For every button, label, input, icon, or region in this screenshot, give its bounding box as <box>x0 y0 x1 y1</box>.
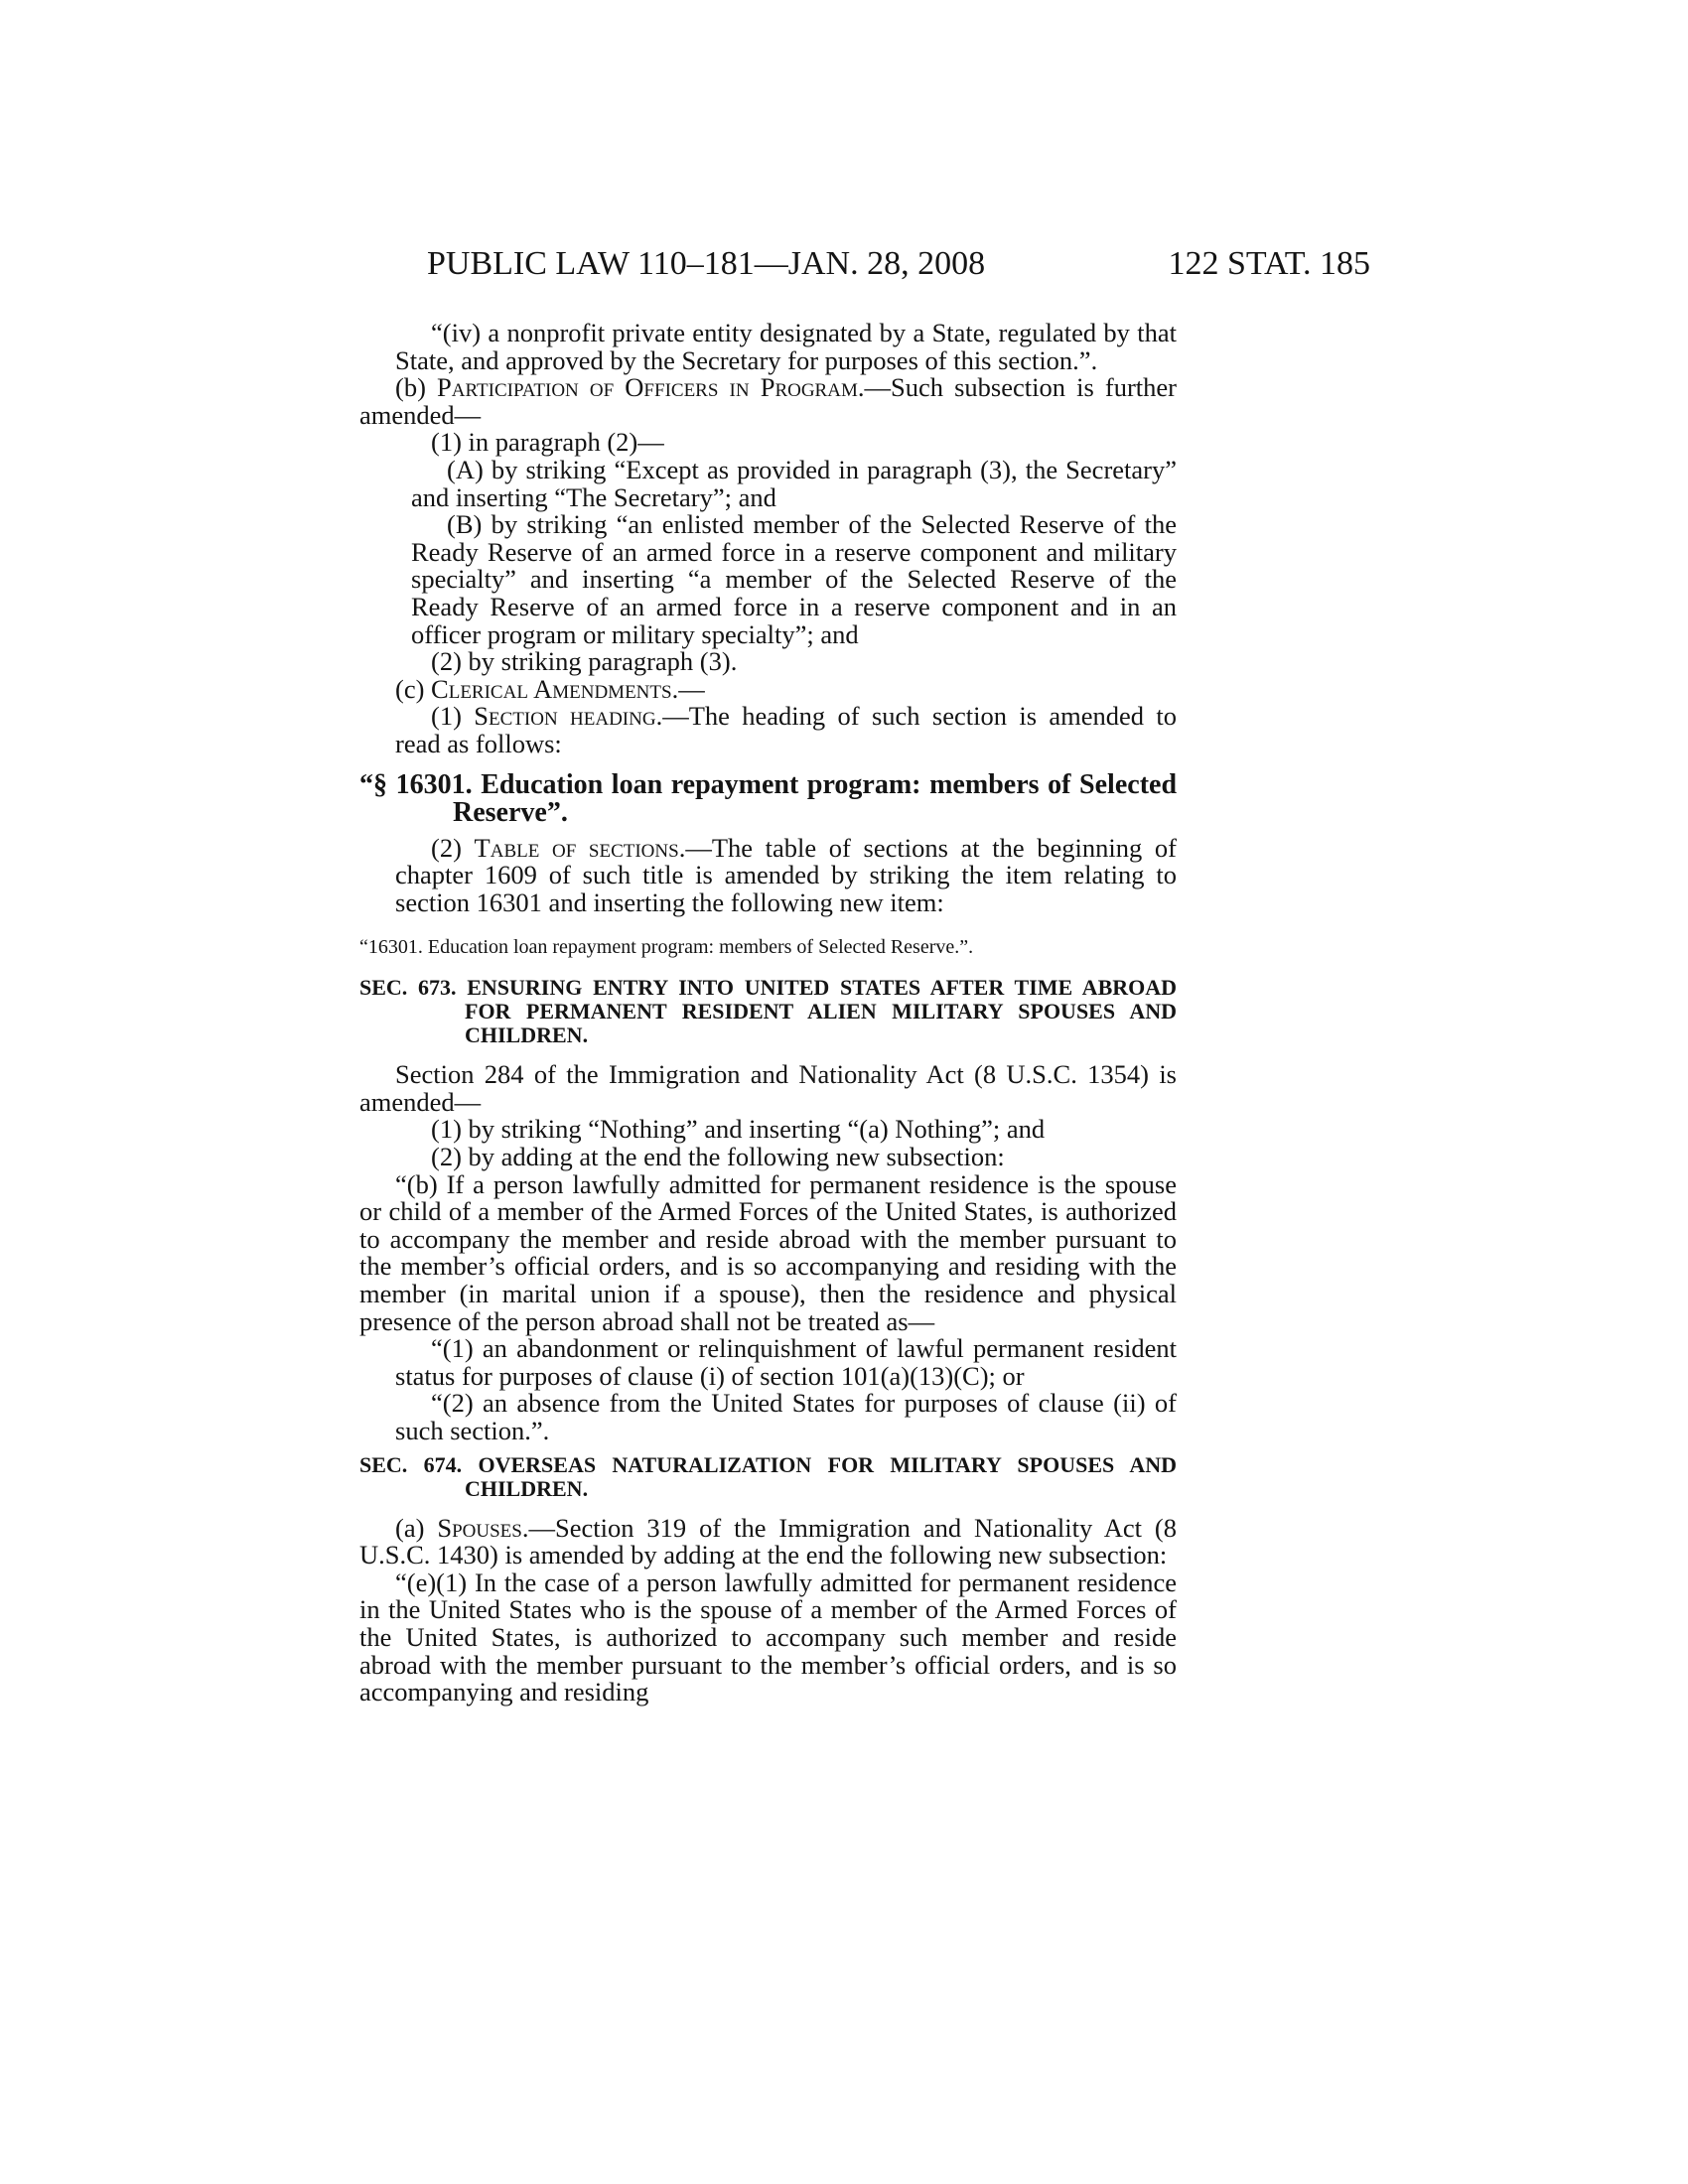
section-673-subsection-b-1: “(1) an abandonment or relinquishment of lawful permanent resident status for purposes of clause (i) of section 101(a)(13)(C); or <box>395 1333 1177 1391</box>
section-673-subsection-b: “(b) If a person lawfully admitted for permanent residence is the spouse or child of a member of the Armed Forces of the United States, is authorized to accompany the member and reside abroad with the member pursuant to the member’s official orders, and is so accompanying and residing with the member (in marital union if a spouse), then the residence and physical presence of the person abroad shall not be treated as— <box>359 1168 1177 1336</box>
section-16301-heading <box>359 768 1178 828</box>
subsection-c <box>359 673 1177 704</box>
statute-page-number: 122 STAT. 185 <box>1168 245 1370 282</box>
subsection-c-paragraph-2 <box>359 832 1177 917</box>
section-673-paragraph-2: (2) by adding at the end the following new subsection: <box>431 1142 1005 1172</box>
section-674-a-caption: Spouses <box>437 1512 522 1543</box>
subsection-b-text: .—Such subsection is further amended— <box>359 372 1177 430</box>
section-674-subsection-a <box>359 1512 1177 1570</box>
subsection-b-caption: Participation of Officers in Program <box>437 372 858 403</box>
paragraph-1-label: (1) <box>431 701 475 732</box>
paragraph-2-text: .—The table of sections at the beginning of chapter 1609 of such title is amended by striking the item relating to section 16301 and inserting the following new item: <box>395 832 1177 917</box>
section-673-subsection-b-2: “(2) an absence from the United States for purposes of clause (ii) of such section.”. <box>395 1388 1177 1445</box>
subsection-b-subparagraph-a: (A) by striking “Except as provided in paragraph (3), the Secretary” and inserting “The Secretary”; and <box>411 454 1177 512</box>
subsection-b <box>359 374 1177 429</box>
page-header <box>427 245 1370 295</box>
section-674-e1: “(e)(1) In the case of a person lawfully admitted for permanent residence in the United States who is the spouse of a member of the Armed Forces of the United States, is authorized to accompany such member and reside abroad with the member pursuant to the member’s official orders, and is so accompanying and residing <box>359 1567 1177 1707</box>
section-674-title: OVERSEAS NATURALIZATION FOR MILITARY SPOUSES AND CHILDREN. <box>465 1451 1178 1501</box>
section-674-number: SEC. 674. <box>359 1451 463 1477</box>
section-673-title: ENSURING ENTRY INTO UNITED STATES AFTER TIME ABROAD FOR PERMANENT RESIDENT ALIEN MILITARY SPOUSES AND CHILDREN. <box>465 975 1178 1048</box>
subsection-c-label: (c) <box>395 673 432 704</box>
section-674-a-label: (a) <box>395 1512 438 1543</box>
section-673-paragraph-1: (1) by striking “Nothing” and inserting “(a) Nothing”; and <box>431 1114 1046 1145</box>
section-674-a-text: .—Section 319 of the Immigration and Nationality Act (8 U.S.C. 1430) is amended by adding at the end the following new subsection: <box>359 1512 1177 1570</box>
subsection-c-caption: Clerical Amendments <box>431 673 672 704</box>
section-674-heading <box>359 1453 1177 1501</box>
section-16301-symbol: “§ 16301. <box>359 768 473 800</box>
paragraph-1-caption: Section heading <box>474 701 656 732</box>
subsection-c-paragraph-1 <box>359 703 1177 757</box>
paragraph-iv: “(iv) a nonprofit private entity designated by a State, regulated by that State, and approved by the Secretary for purposes of this section.”. <box>395 318 1177 375</box>
running-title: PUBLIC LAW 110–181—JAN. 28, 2008 <box>427 245 986 282</box>
subsection-b-paragraph-2: (2) by striking paragraph (3). <box>431 646 738 677</box>
section-673-heading <box>359 976 1177 1047</box>
section-673-number: SEC. 673. <box>359 975 457 1001</box>
subsection-b-paragraph-1: (1) in paragraph (2)— <box>431 427 664 458</box>
paragraph-1-text: .—The heading of such section is amended to read as follows: <box>395 701 1178 758</box>
paragraph-2-label: (2) <box>431 832 475 863</box>
section-673-intro: Section 284 of the Immigration and Nationality Act (8 U.S.C. 1354) is amended— <box>359 1059 1177 1117</box>
subsection-b-label: (b) <box>395 372 438 403</box>
subsection-b-subparagraph-b: (B) by striking “an enlisted member of the Selected Reserve of the Ready Reserve of an armed force in a reserve component and military specialty” and inserting “a member of the Selected Reserve of the Ready Reserve of an armed force in a reserve component and in an officer program or military specialty”; and <box>411 509 1177 649</box>
section-16301-title: Education loan repayment program: members of Selected Reserve”. <box>453 768 1178 828</box>
paragraph-2-caption: Table of sections <box>474 832 679 863</box>
page-body <box>359 320 1177 1706</box>
table-of-sections-item: “16301. Education loan repayment program: members of Selected Reserve.”. <box>359 936 974 959</box>
subsection-c-text: .— <box>671 673 705 704</box>
